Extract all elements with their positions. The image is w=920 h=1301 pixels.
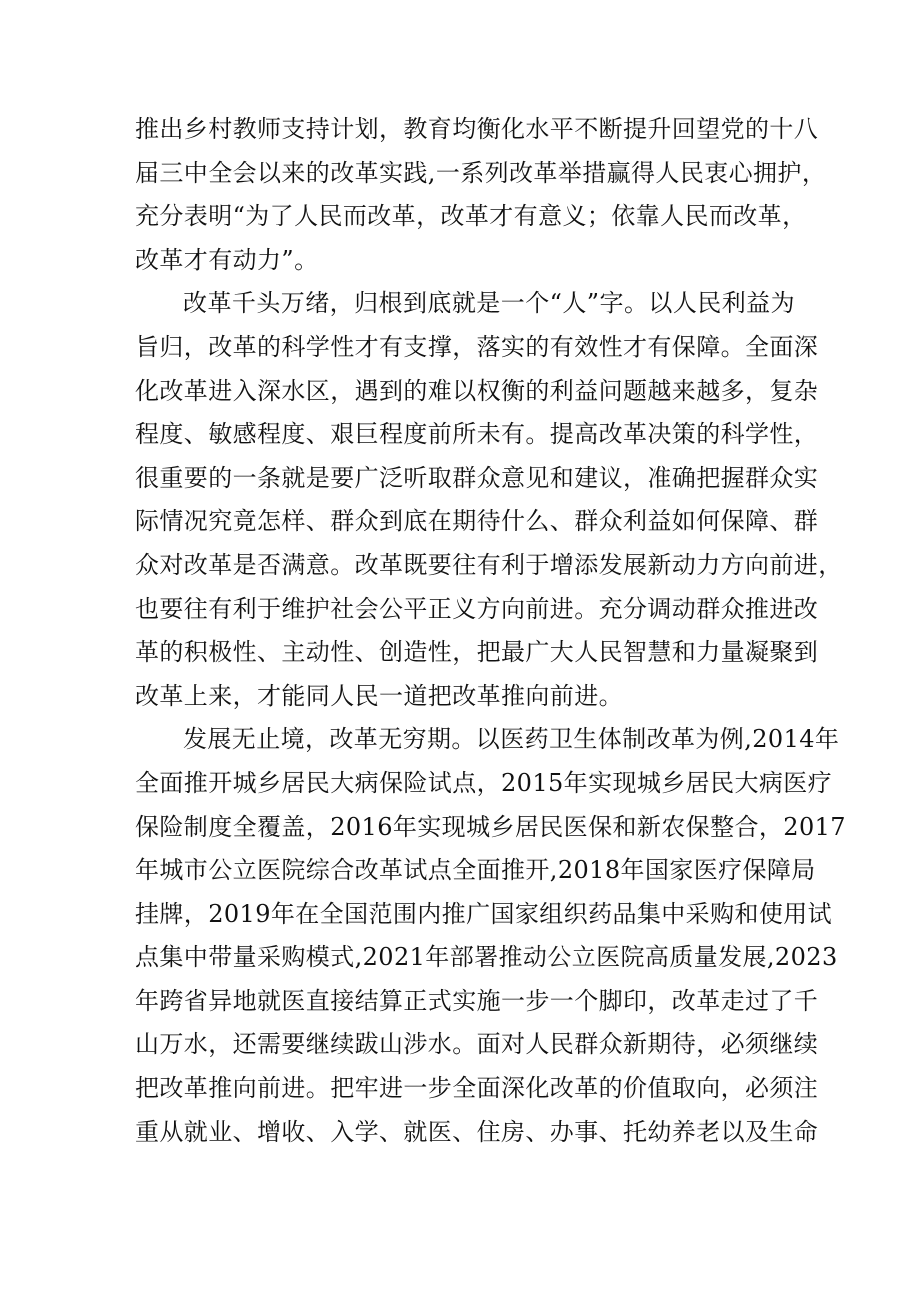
text-line: 点集中带量采购模式,2021年部署推动公立医院高质量发展,2023 [135,943,838,972]
text-line: 推出乡村教师支持计划，教育均衡化水平不断提升回望党的十八 [135,115,819,143]
text-line: 改革千头万绪，归根到底就是一个“人”字。以人民利益为 [183,289,795,318]
text-line: 程度、敏感程度、艰巨程度前所未有。提高改革决策的科学性， [135,420,819,449]
paragraph-2 [135,282,843,718]
text-line: 很重要的一条就是要广泛听取群众意见和建议，准确把握群众实 [135,463,819,492]
text-line: 保险制度全覆盖，2016年实现城乡居民医保和新农保整合，2017 [135,812,846,841]
text-line: 际情况究竟怎样、群众到底在期待什么、群众利益如何保障、群 [135,507,819,536]
document-body [135,108,846,1154]
text-line: 把改革推向前进。把牢进一步全面深化改革的价值取向，必须注 [135,1074,819,1103]
text-line: 改革上来，才能同人民一道把改革推向前进。 [135,681,623,710]
text-line: 发展无止境，改革无穷期。以医药卫生体制改革为例,2014年 [183,725,840,754]
text-line: 全面推开城乡居民大病保险试点，2015年实现城乡居民大病医疗 [135,768,833,797]
text-line: 山万水，还需要继续跋山涉水。面对人民群众新期待，必须继续 [135,1030,819,1059]
text-line: 年跨省异地就医直接结算正式实施一步一个脚印，改革走过了千 [135,986,819,1015]
text-line: 也要往有利于维护社会公平正义方向前进。充分调动群众推进改 [135,594,819,623]
text-line: 化改革进入深水区，遇到的难以权衡的利益问题越来越多，复杂 [135,376,819,405]
text-line: 革的积极性、主动性、创造性，把最广大人民智慧和力量凝聚到 [135,638,819,667]
text-line: 届三中全会以来的改革实践,一系列改革举措赢得人民衷心拥护， [135,158,827,187]
paragraph-1 [135,108,827,282]
text-line: 旨归，改革的科学性才有支撑，落实的有效性才有保障。全面深 [135,332,819,361]
text-line: 挂牌，2019年在全国范围内推广国家组织药品集中采购和使用试 [135,899,833,928]
paragraph-3 [135,718,846,1154]
text-line: 充分表明“为了人民而改革，改革才有意义；依靠人民而改革， [135,202,807,231]
text-line: 众对改革是否满意。改革既要往有利于增添发展新动力方向前进， [135,550,843,579]
text-line: 重从就业、增收、入学、就医、住房、办事、托幼养老以及生命 [135,1117,819,1146]
text-line: 改革才有动力”。 [135,245,319,274]
text-line: 年城市公立医院综合改革试点全面推开,2018年国家医疗保障局 [135,856,816,885]
